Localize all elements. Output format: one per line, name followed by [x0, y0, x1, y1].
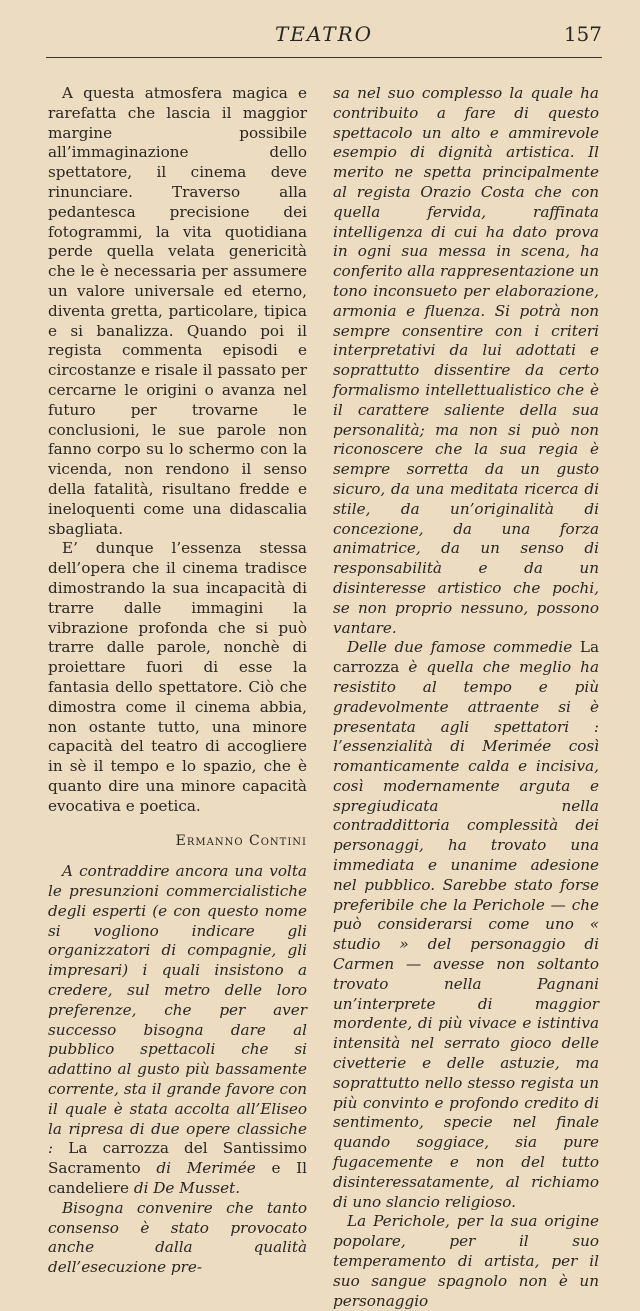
right-paragraph-2-text: è quella che meglio ha resistito al tempo e più gradevolmente attraente si è presentata agli spettatori : l’essenzialità di Merimée così romanticamente calda e incisiva, così modernamente arguta e spregiudicata nella contraddittoria complessità dei personaggi, ha trovato una immediata e unanime adesione nel pubblico. Sarebbe stato forse preferibile che la Perichole — che può considerarsi come uno « studio » del personaggio di Carmen — avesse non soltanto trovato nella Pagnani un’interprete di maggior mordente, di più vivace e istintiva intensità nel serrato gioco delle civetterie e delle astuzie, ma soprattutto nello stesso regista un più convinto e profondo credito di sentimento, specie nel finale quando soggiace, sia pure fugacemente e non del tutto disinteressatamente, al richiamo di uno slancio religioso.: [333, 658, 600, 1211]
left-paragraph-4: Bisogna convenire che tanto consenso è stato provocato anche dalla qualità dell’esecuzione pre-: [48, 1198, 307, 1277]
right-paragraph-2: [333, 638, 599, 1212]
running-title: TEATRO: [274, 22, 374, 46]
word-di: di: [156, 1159, 171, 1178]
left-paragraph-3-text: A contraddire ancora una volta le presunzioni commercialistiche degli esperti (e con questo nome si vogliono indicare gli organizzatori di compagnie, gli impresari) i quali insistono a credere, sul metro delle loro preferenze, che per aver successo bisogna dare al pubblico spettacoli che si adattino al gusto più bassamente corrente, sta il grande favore con il quale è stata accolta all’Eliseo la ripresa di due opere classiche :: [48, 862, 307, 1158]
author-de-musset: di De Musset.: [133, 1179, 241, 1198]
right-paragraph-2-lead: Delle due famose commedie: [347, 638, 573, 657]
author-signature: Ermanno Contini: [175, 833, 307, 850]
play-title-candeliere: e Il candeliere: [48, 1159, 307, 1198]
running-header: [46, 22, 602, 52]
right-paragraph-1: sa nel suo complesso la quale ha contribuito a fare di questo spettacolo un alto e ammirevole esempio di dignità artistica. Il merito ne spetta principalmente al regista Orazio Costa che con quella fervida, raffinata intelligenza di cui ha dato prova in ogni sua messa in scena, ha conferito alla rappresentazione un tono inconsueto per elaborazione, armonia e fluenza. Si potrà non sempre consentire con i criteri interpretativi da lui adottati e soprattutto dissentire da certo formalismo intellettualistico che è il carattere saliente della sua personalità; ma non si può non riconoscere che la sua regia è sempre sorretta da un gusto sicuro, da una meditata ricerca di stile, da un’originalità di concezione, da una forza animatrice, da un senso di responsabilità e da un disinteresse artistico che pochi, se non proprio nessuno, possono vantare.: [333, 84, 599, 637]
left-paragraph-1: A questa atmosfera magica e rarefatta che lascia il maggior margine possibile all’immaginazione dello spettatore, il cinema deve rinunciare. Traverso alla pedantesca precisione dei fotogrammi, la vita quotidiana perde quella velata genericità che le è necessaria per assumere un valore universale ed eterno, diventa gretta, particolare, tipica e si banalizza. Quando poi il regista commenta episodi e circostanze e risale il passato per cercarne le origini o avanza nel futuro per trovarne le conclusioni, le sue parole non fanno corpo su lo schermo con la vicenda, non rendono il senso della fatalità, risultano fredde e ineloquenti come una didascalia sbagliata.: [48, 84, 307, 538]
page-number: 157: [563, 22, 602, 46]
header-rule: [46, 57, 602, 58]
play-title-la-carrozza: La carrozza: [333, 638, 599, 677]
right-column: [333, 84, 599, 1311]
right-paragraph-3: La Perichole, per la sua origine popolare, per il suo temperamento di artista, per il suo sangue spagnolo non è un personaggio: [333, 1212, 599, 1310]
play-title-carrozza: La carrozza del Santissimo Sacramento: [48, 1139, 307, 1178]
author-merimee: Merimée: [186, 1159, 256, 1178]
left-paragraph-3: [48, 862, 307, 1199]
left-paragraph-2: E’ dunque l’essenza stessa dell’opera che il cinema tradisce dimostrando la sua incapacità di trarre dalle immagini la vibrazione profonda che si può trarre dalle parole, nonchè di proiettare fuori di esse la fantasia dello spettatore. Ciò che dimostra come il cinema abbia, non ostante tutto, una minore capacità del teatro di accogliere in sè il tempo e lo spazio, che è quanto dire una minore capacità evocativa e poetica.: [48, 539, 307, 815]
